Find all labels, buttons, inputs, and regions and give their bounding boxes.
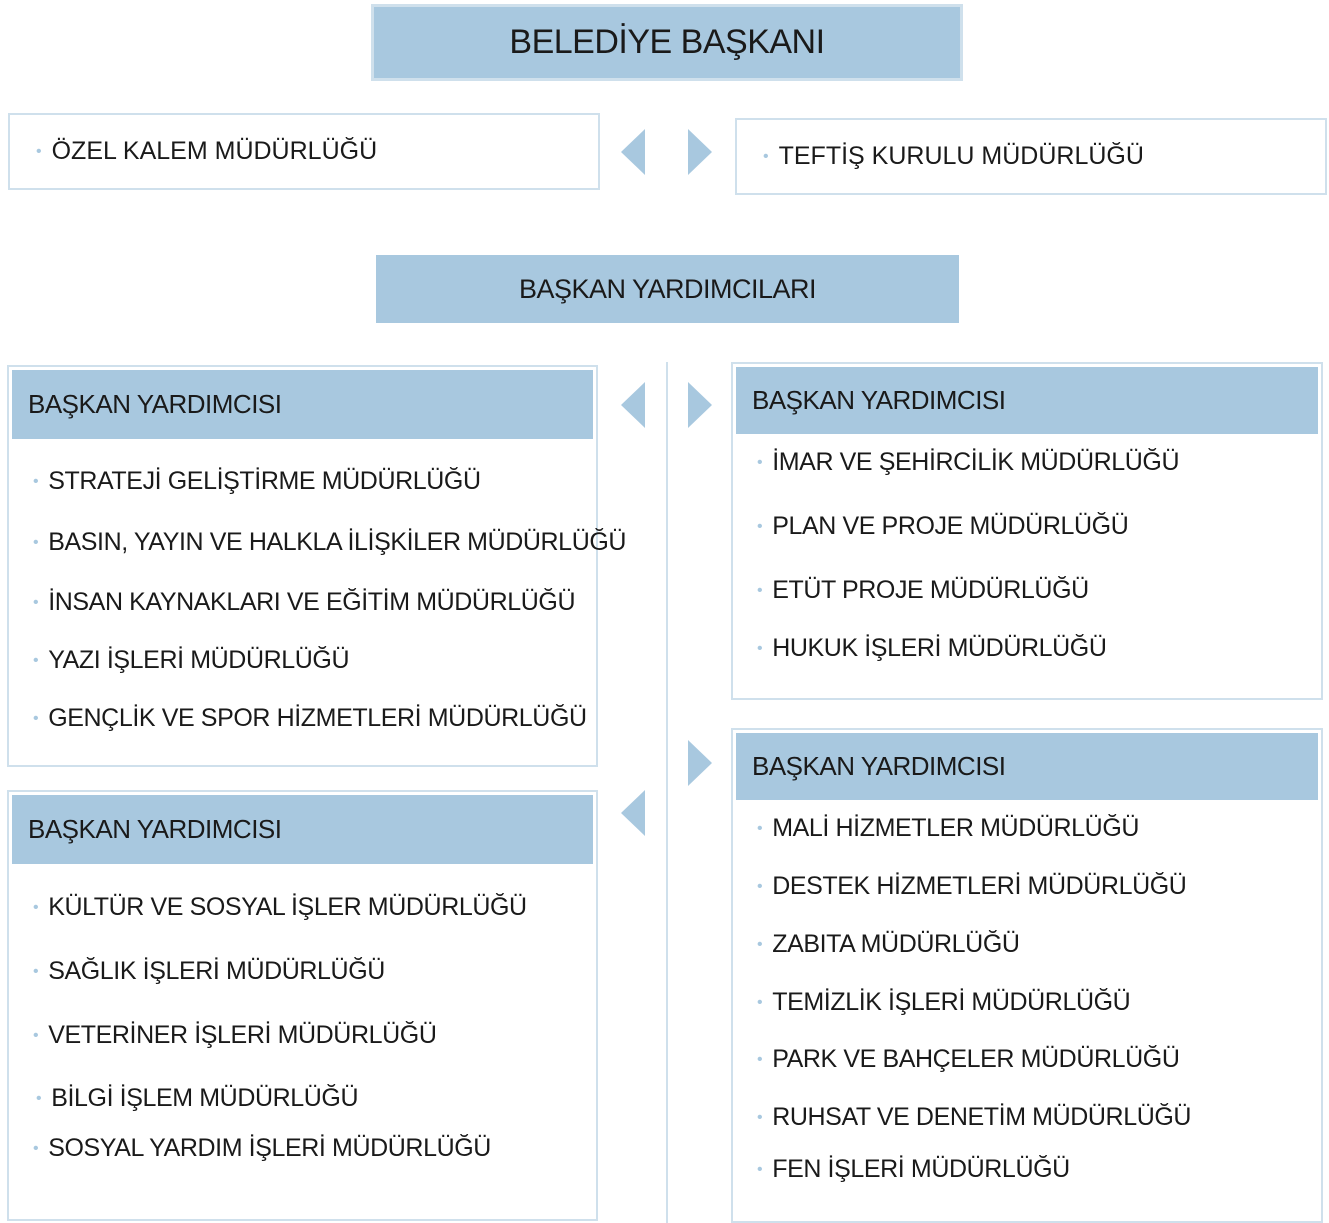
list-item: • YAZI İŞLERİ MÜDÜRLÜĞÜ [33, 646, 350, 674]
list-item: • STRATEJİ GELİŞTİRME MÜDÜRLÜĞÜ [33, 467, 481, 495]
panel-title: BAŞKAN YARDIMCISI [12, 795, 593, 864]
inspection-office-label: TEFTİŞ KURULU MÜDÜRLÜĞÜ [778, 142, 1144, 170]
arrow-left-icon [621, 382, 645, 428]
deputy-panel-3 [7, 790, 598, 1221]
list-item: • SOSYAL YARDIM İŞLERİ MÜDÜRLÜĞÜ [33, 1134, 491, 1162]
bullet-icon: • [33, 710, 39, 728]
list-item: • FEN İŞLERİ MÜDÜRLÜĞÜ [757, 1155, 1070, 1183]
bullet-icon: • [33, 1140, 39, 1158]
bullet-icon: • [757, 878, 763, 896]
private-office-box [8, 113, 600, 190]
arrow-right-icon [688, 129, 712, 175]
private-office-label: ÖZEL KALEM MÜDÜRLÜĞÜ [51, 137, 378, 165]
list-item: • PLAN VE PROJE MÜDÜRLÜĞÜ [757, 512, 1129, 540]
list-item: • BİLGİ İŞLEM MÜDÜRLÜĞÜ [36, 1084, 359, 1112]
deputies-box [376, 255, 959, 323]
panel-title: BAŞKAN YARDIMCISI [736, 367, 1318, 434]
deputies-title: BAŞKAN YARDIMCILARI [518, 273, 817, 304]
mayor-box [371, 4, 963, 81]
list-item: • BASIN, YAYIN VE HALKLA İLİŞKİLER MÜDÜRLÜĞÜ [33, 528, 627, 556]
bullet-icon: • [33, 473, 39, 491]
bullet-icon: • [757, 1161, 763, 1179]
list-item: • HUKUK İŞLERİ MÜDÜRLÜĞÜ [757, 634, 1107, 662]
deputy-panel-4 [731, 728, 1323, 1223]
list-item: • VETERİNER İŞLERİ MÜDÜRLÜĞÜ [33, 1021, 437, 1049]
list-item: • KÜLTÜR VE SOSYAL İŞLER MÜDÜRLÜĞÜ [33, 893, 527, 921]
bullet-icon: • [757, 454, 763, 472]
center-divider [666, 362, 668, 1223]
list-item: • DESTEK HİZMETLERİ MÜDÜRLÜĞÜ [757, 872, 1187, 900]
bullet-icon: • [757, 820, 763, 838]
bullet-icon: • [757, 994, 763, 1012]
bullet-icon: • [36, 142, 42, 160]
bullet-icon: • [757, 518, 763, 536]
bullet-icon: • [757, 582, 763, 600]
list-item: • TEMİZLİK İŞLERİ MÜDÜRLÜĞÜ [757, 988, 1131, 1016]
bullet-icon: • [757, 640, 763, 658]
arrow-left-icon [621, 790, 645, 836]
deputy-panel-1 [7, 365, 627, 767]
list-item: • PARK VE BAHÇELER MÜDÜRLÜĞÜ [757, 1045, 1180, 1073]
arrow-left-icon [621, 129, 645, 175]
mayor-title: BELEDİYE BAŞKANI [509, 23, 825, 61]
bullet-icon: • [33, 534, 39, 552]
panel-title: BAŞKAN YARDIMCISI [736, 733, 1318, 800]
list-item: • ZABITA MÜDÜRLÜĞÜ [757, 930, 1020, 958]
bullet-icon: • [33, 652, 39, 670]
deputy-panel-2 [731, 362, 1323, 700]
arrow-right-icon [688, 740, 712, 786]
inspection-office-box [735, 118, 1327, 195]
bullet-icon: • [33, 963, 39, 981]
list-item: • İMAR VE ŞEHİRCİLİK MÜDÜRLÜĞÜ [757, 448, 1180, 476]
list-item: • GENÇLİK VE SPOR HİZMETLERİ MÜDÜRLÜĞÜ [33, 704, 587, 732]
arrow-right-icon [688, 382, 712, 428]
bullet-icon: • [33, 594, 39, 612]
list-item: • SAĞLIK İŞLERİ MÜDÜRLÜĞÜ [33, 957, 385, 985]
list-item: • ETÜT PROJE MÜDÜRLÜĞÜ [757, 576, 1089, 604]
panel-title: BAŞKAN YARDIMCISI [12, 370, 593, 439]
bullet-icon: • [757, 1109, 763, 1127]
list-item: • İNSAN KAYNAKLARI VE EĞİTİM MÜDÜRLÜĞÜ [33, 588, 576, 616]
list-item: • MALİ HİZMETLER MÜDÜRLÜĞÜ [757, 814, 1140, 842]
bullet-icon: • [763, 147, 769, 165]
bullet-icon: • [757, 936, 763, 954]
bullet-icon: • [33, 1027, 39, 1045]
list-item: • RUHSAT VE DENETİM MÜDÜRLÜĞÜ [757, 1103, 1192, 1131]
bullet-icon: • [757, 1051, 763, 1069]
bullet-icon: • [33, 899, 39, 917]
bullet-icon: • [36, 1090, 42, 1108]
